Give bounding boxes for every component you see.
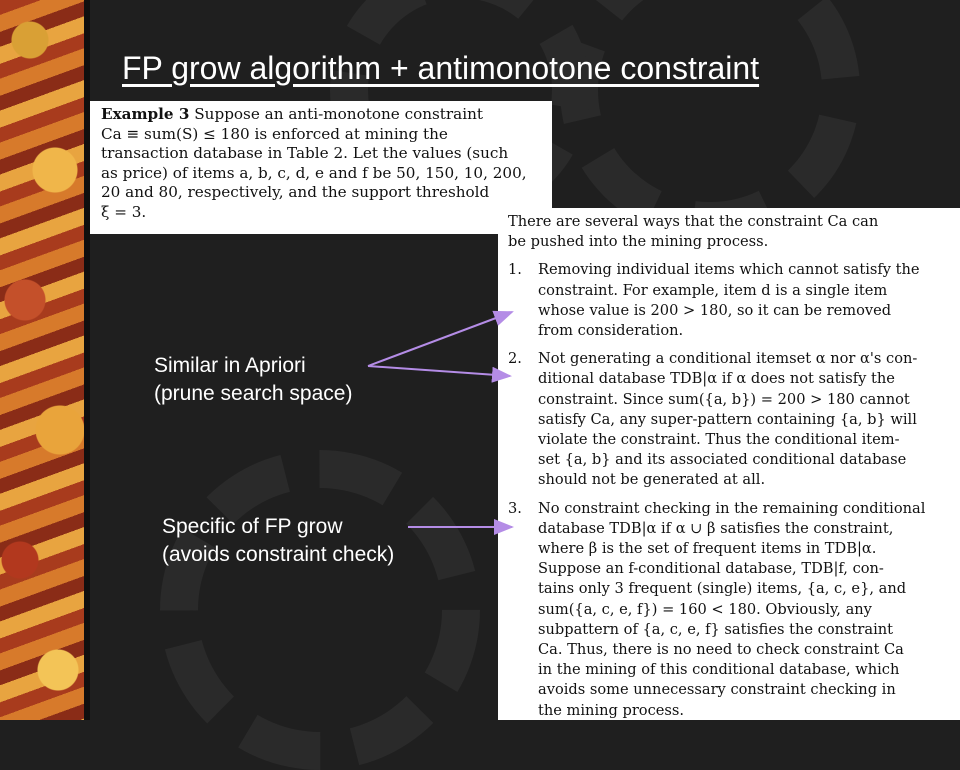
item-line: Not generating a conditional itemset α nor α's con-	[538, 350, 918, 368]
example-line: as price) of items a, b, c, d, e and f be 50, 150, 10, 200,	[101, 163, 527, 182]
item-line: where β is the set of frequent items in TDB|α.	[538, 540, 877, 558]
arrow-to-item-1	[368, 312, 512, 366]
item-line: Removing individual items which cannot satisfy the	[538, 261, 920, 279]
example-line: 20 and 80, respectively, and the support threshold	[101, 183, 490, 202]
item-line: No constraint checking in the remaining conditional	[538, 499, 926, 517]
item-line: satisfy Ca, any super-pattern containing {a, b} will	[538, 410, 917, 428]
annotation-line: (prune search space)	[154, 382, 353, 405]
annotation-line: Similar in Apriori	[154, 354, 306, 377]
item-line: whose value is 200 > 180, so it can be removed	[538, 301, 892, 319]
item-line: Suppose an f-conditional database, TDB|f, con-	[538, 560, 884, 578]
item-line: Ca. Thus, there is no need to check constraint Ca	[538, 641, 904, 659]
example-line: transaction database in Table 2. Let the values (such	[101, 144, 509, 163]
item-line: tains only 3 frequent (single) items, {a, c, e}, and	[538, 580, 907, 598]
item-line: set {a, b} and its associated conditional database	[538, 451, 907, 469]
item-number: 2.	[508, 350, 522, 368]
arrow-to-item-2	[368, 366, 510, 376]
annotation-line: Specific of FP grow	[162, 515, 343, 538]
item-line: the mining process.	[538, 701, 685, 719]
item-line: violate the constraint. Thus the conditional item-	[538, 431, 900, 449]
annotation-line: (avoids constraint check)	[162, 543, 395, 566]
example-line-rest: Suppose an anti-monotone constraint	[189, 105, 483, 123]
slide-title: FP grow algorithm + antimonotone constraint	[122, 50, 760, 86]
item-line: should not be generated at all.	[538, 471, 766, 489]
item-line: constraint. Since sum({a, b}) = 200 > 180 cannot	[538, 390, 910, 408]
item-line: subpattern of {a, c, e, f} satisfies the constraint	[538, 620, 894, 638]
item-line: in the mining of this conditional database, which	[538, 661, 900, 679]
item-line: sum({a, c, e, f}) = 160 < 180. Obviously, any	[538, 600, 872, 618]
item-line: database TDB|α if α ∪ β satisfies the constraint,	[538, 519, 894, 537]
intro-line: There are several ways that the constraint Ca can	[508, 213, 879, 230]
item-line: avoids some unnecessary constraint checking in	[538, 681, 896, 699]
item-number: 1.	[508, 261, 522, 279]
item-line: ditional database TDB|α if α does not satisfy the	[538, 370, 895, 388]
item-line: from consideration.	[538, 322, 684, 340]
example-line: ξ = 3.	[101, 202, 147, 221]
intro-line: be pushed into the mining process.	[508, 233, 769, 251]
example-label: Example 3	[101, 105, 190, 123]
example-line: Ca ≡ sum(S) ≤ 180 is enforced at mining the	[101, 124, 448, 143]
item-line: constraint. For example, item d is a single item	[538, 281, 888, 299]
item-number: 3.	[508, 499, 522, 517]
